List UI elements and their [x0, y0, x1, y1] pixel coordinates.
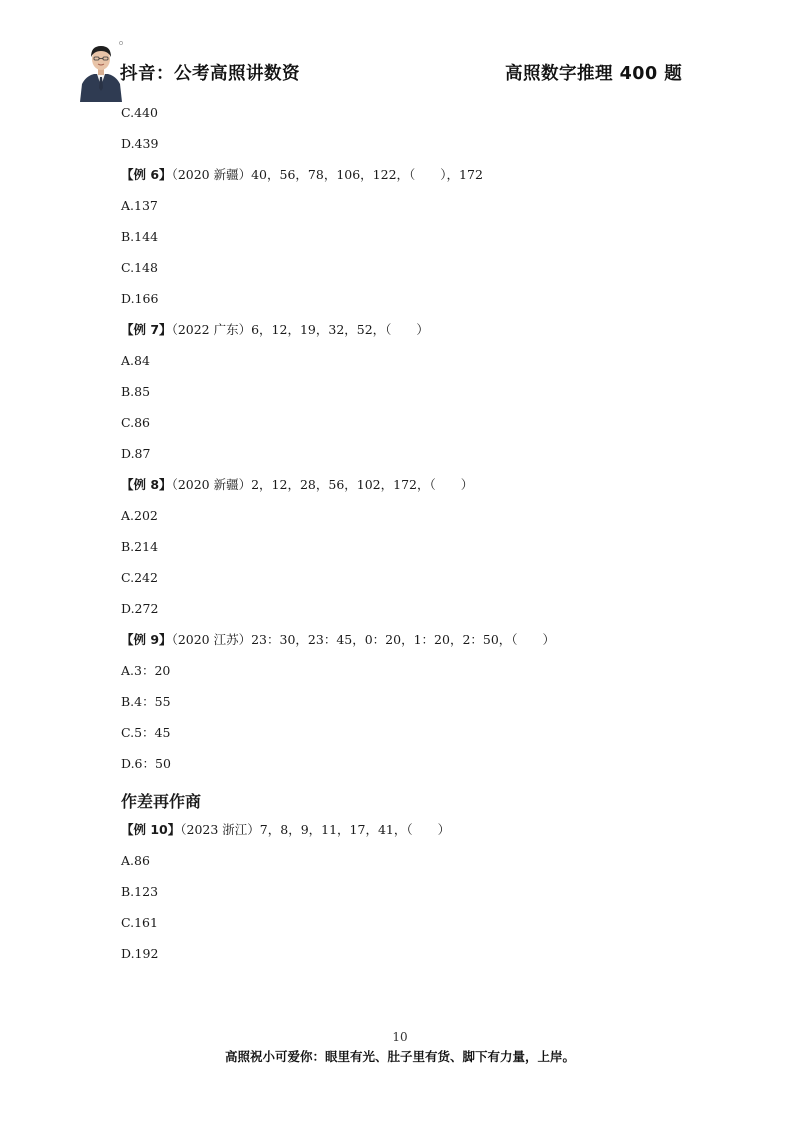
option-line: D.272	[121, 601, 159, 616]
question-line-6	[121, 163, 721, 194]
option-line: A.86	[121, 853, 150, 868]
question-text: （2020 新疆）40，56，78，106，122，（ ），172	[171, 167, 483, 182]
option-line: D.6：50	[121, 756, 171, 771]
option-line: C.242	[121, 570, 158, 585]
option-line: C.5：45	[121, 725, 171, 740]
option-line: C.440	[121, 105, 158, 120]
brand-title: 抖音：公考高照讲数资	[120, 64, 300, 84]
question-text: （2022 广东）6，12，19，32，52，（ ）	[171, 322, 429, 337]
option-line: A.84	[121, 353, 150, 368]
option-line: B.144	[121, 229, 159, 244]
question-text: （2020 新疆）2，12，28，56，102，172，（ ）	[171, 477, 474, 492]
question-tag: 【例 9】	[121, 632, 172, 647]
option-line: D.166	[121, 291, 159, 306]
question-line-10	[121, 818, 721, 849]
question-tag: 【例 10】	[121, 822, 181, 837]
option-line: A.137	[121, 198, 158, 213]
option-line: B.4：55	[121, 694, 171, 709]
option-line: A.3：20	[121, 663, 171, 678]
document-title: 高照数字推理 400 题	[505, 64, 683, 84]
option-line: D.192	[121, 946, 159, 961]
option-line: B.85	[121, 384, 151, 399]
page-header	[0, 0, 800, 105]
page-content	[121, 101, 721, 973]
option-line: C.161	[121, 915, 158, 930]
question-line-8	[121, 473, 721, 504]
question-text: （2023 浙江）7，8，9，11，17，41，（ ）	[180, 822, 451, 837]
question-line-7	[121, 318, 721, 349]
question-tag: 【例 6】	[121, 167, 172, 182]
question-tag: 【例 8】	[121, 477, 172, 492]
question-line-9	[121, 628, 721, 659]
page-number: 10	[392, 1030, 408, 1044]
question-tag: 【例 7】	[121, 322, 172, 337]
option-line: C.148	[121, 260, 158, 275]
option-line: A.202	[121, 508, 158, 523]
question-text: （2020 江苏）23：30，23：45，0：20，1：20，2：50，（ ）	[171, 632, 556, 647]
option-line: B.214	[121, 539, 159, 554]
option-line: D.87	[121, 446, 151, 461]
presenter-avatar-icon	[78, 40, 124, 102]
option-line: B.123	[121, 884, 159, 899]
section-heading: 作差再作商	[121, 792, 202, 811]
option-line: D.439	[121, 136, 159, 151]
option-line: C.86	[121, 415, 150, 430]
footer-motto: 高照祝小可爱你：眼里有光、肚子里有货、脚下有力量，上岸。	[224, 1049, 575, 1064]
